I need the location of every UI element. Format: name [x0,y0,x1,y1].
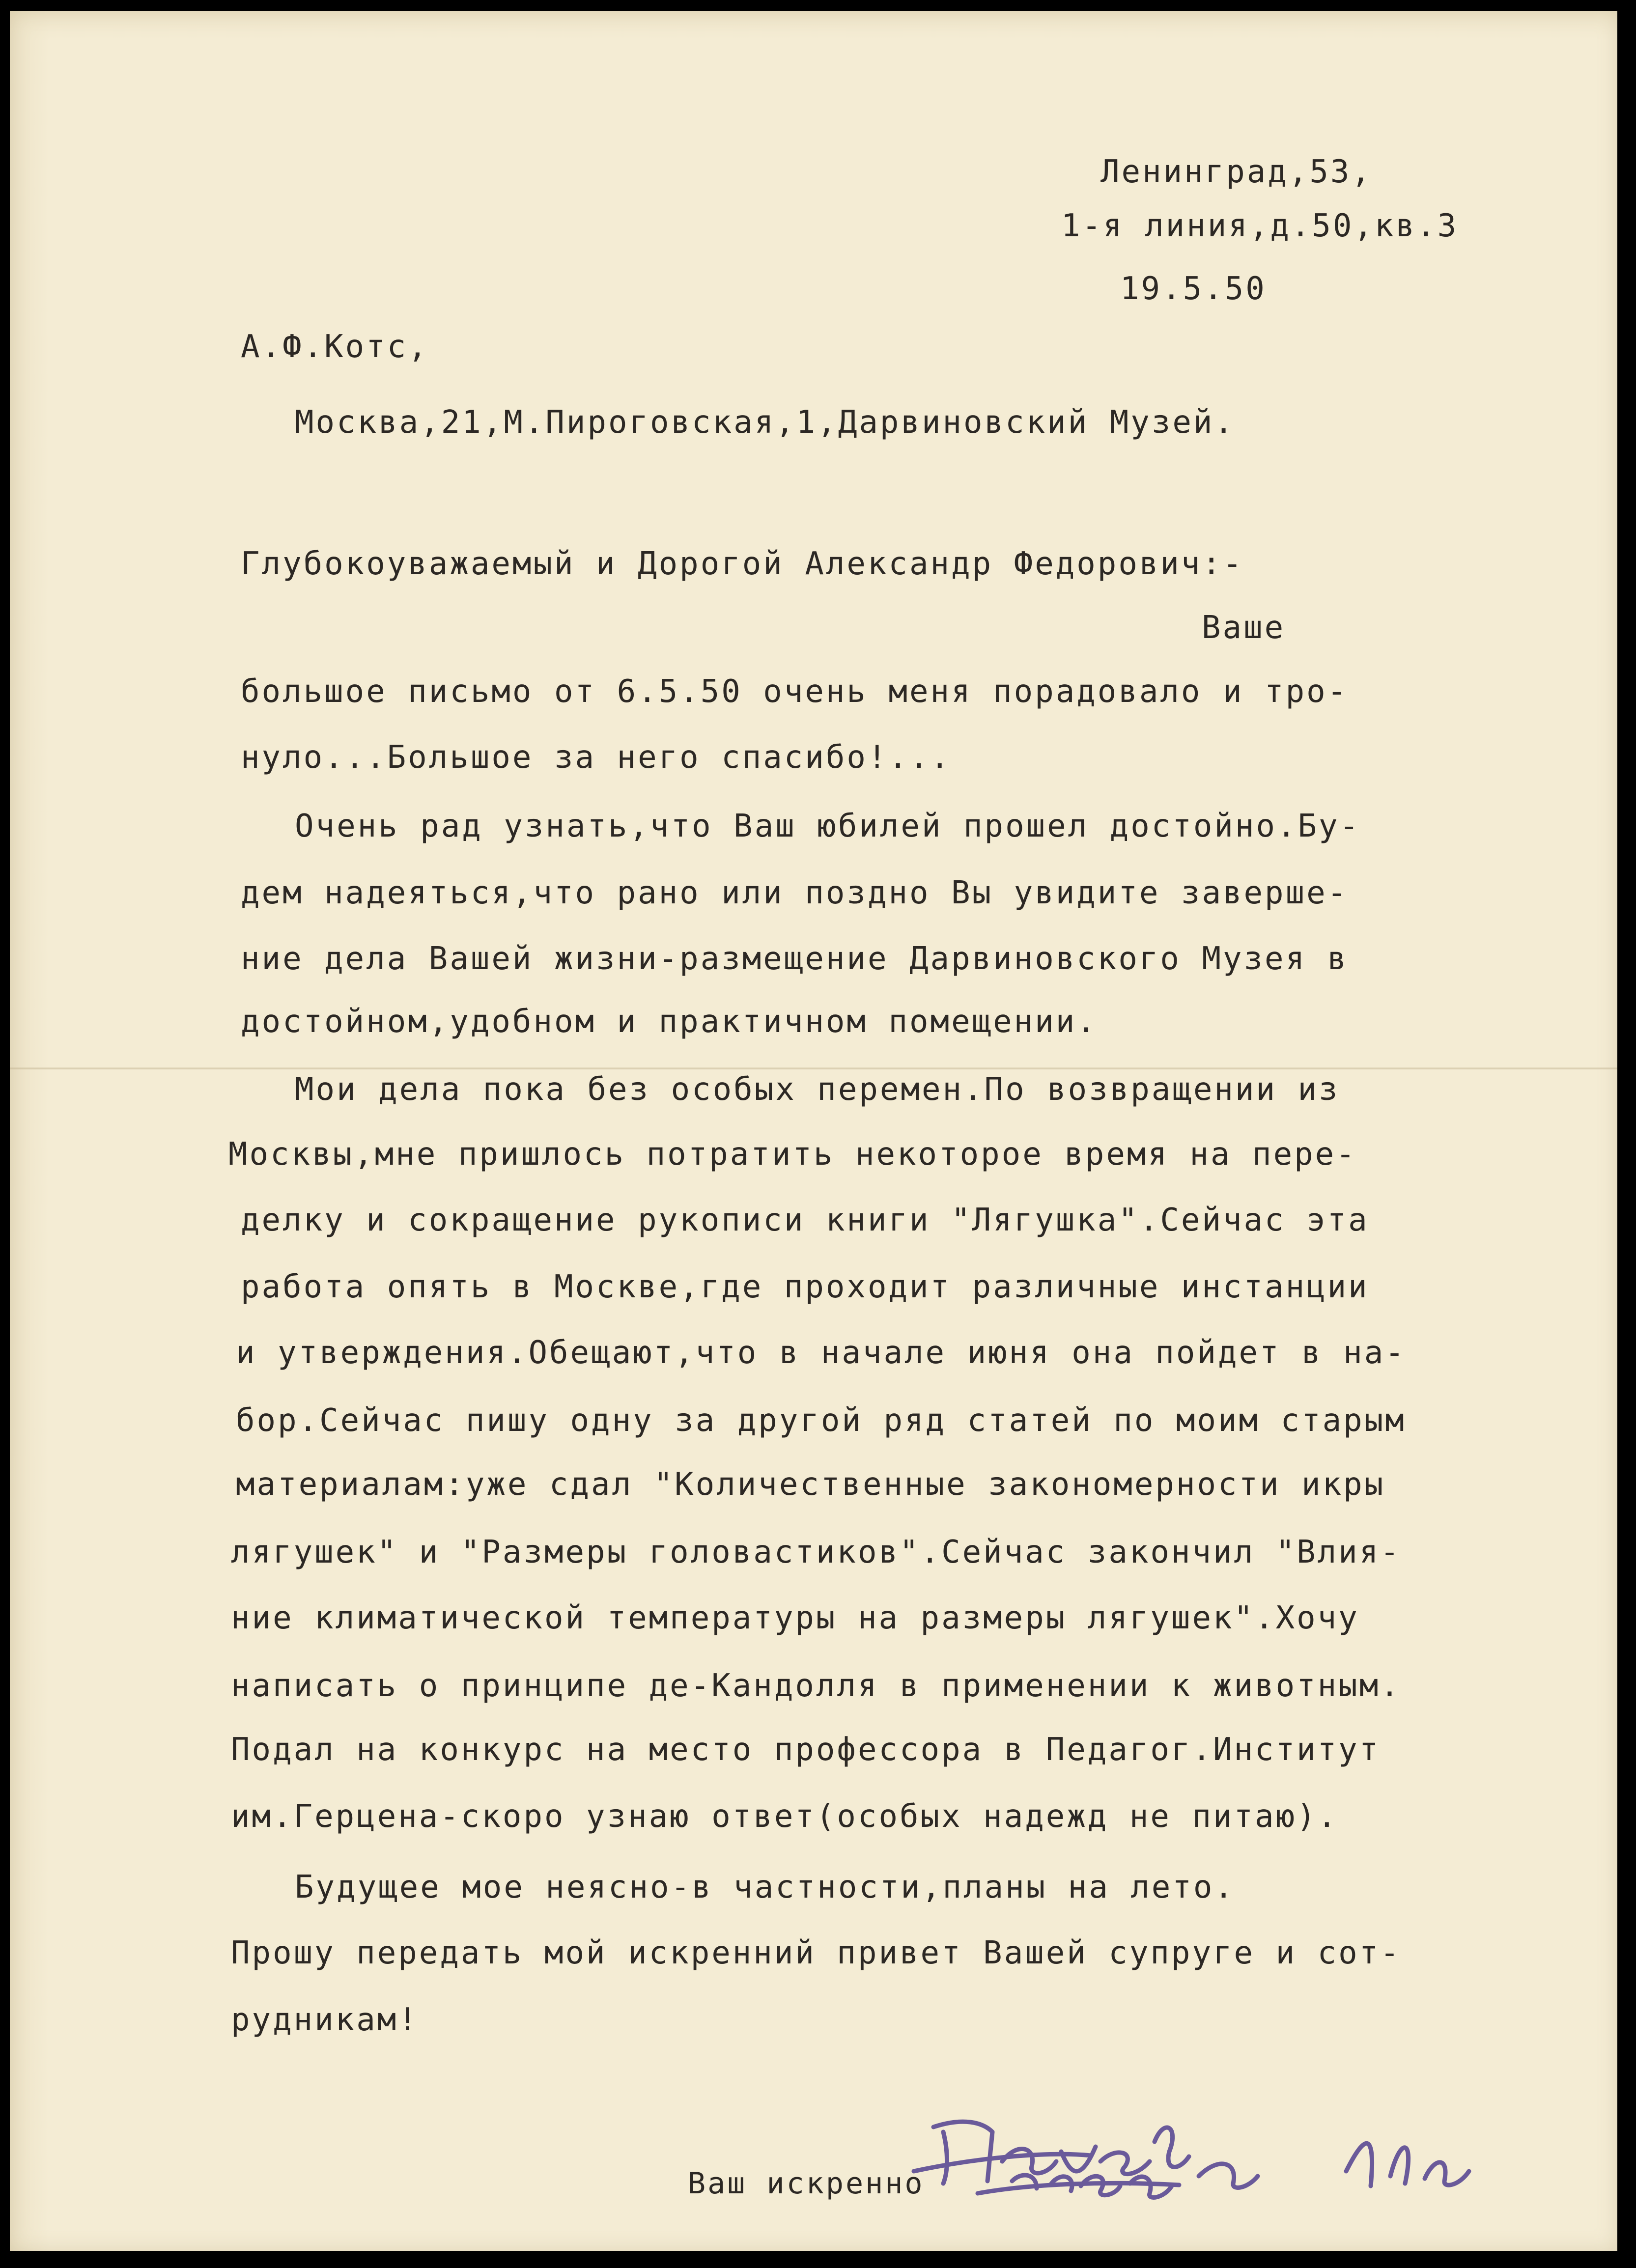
sender-city: Ленинград,53, [1100,154,1372,190]
body-line: лягушек" и "Размеры головастиков".Сейчас закончил "Влия- [231,1534,1401,1570]
body-line: Подал на конкурс на место профессора в Педагог.Институт [231,1732,1381,1768]
sender-street: 1-я линия,д.50,кв.3 [1061,208,1459,244]
greeting-line: Глубокоуважаемый и Дорогой Александр Федорович:- [241,546,1244,582]
handwritten-signature [904,2098,1592,2211]
body-line: ние дела Вашей жизни-размещение Дарвиновского Музея в [241,941,1349,977]
recipient-name: А.Ф.Котс, [241,329,429,365]
body-line: Прошу передать мой искренний привет Вашей супруге и сот- [231,1935,1401,1971]
body-line: им.Герцена-скоро узнаю ответ(особых надежд не питаю). [231,1798,1339,1835]
body-line: рудникам! [231,2002,419,2038]
body-line: Очень рад узнать,что Ваш юбилей прошел достойно.Бу- [295,808,1361,844]
body-line: достойном,удобном и практичном помещении. [241,1004,1098,1040]
body-line: и утверждения.Обещают,что в начале июня она пойдет в на- [236,1335,1406,1371]
body-line: нуло...Большое за него спасибо!... [241,739,952,776]
body-line: работа опять в Москве,где проходит различные инстанции [241,1269,1369,1305]
body-line: написать о принципе де-Кандолля в применении к животным. [231,1668,1401,1704]
letter-date: 19.5.50 [1120,271,1267,307]
recipient-address: Москва,21,М.Пироговская,1,Дарвиновский Музей. [295,404,1235,441]
body-line: большое письмо от 6.5.50 очень меня порадовало и тро- [241,673,1349,710]
body-line: Москвы,мне пришлось потратить некоторое время на пере- [228,1136,1357,1173]
body-line: материалам:уже сдал "Количественные закономерности икры [236,1466,1385,1503]
body-line: Ваше [1202,610,1286,646]
body-line: бор.Сейчас пишу одну за другой ряд статей по моим старым [236,1402,1406,1439]
paper-fold-line [10,1067,1617,1070]
body-line: дем надеяться,что рано или поздно Вы увидите заверше- [241,875,1349,911]
closing-phrase: Ваш искренно [688,2166,925,2201]
body-line: Мои дела пока без особых перемен.По возвращении из [295,1071,1340,1108]
body-line: делку и сокращение рукописи книги "Лягушка".Сейчас эта [241,1202,1369,1238]
body-line: Будущее мое неясно-в частности,планы на лето. [295,1869,1235,1905]
body-line: ние климатической температуры на размеры лягушек".Хочу [231,1600,1359,1636]
